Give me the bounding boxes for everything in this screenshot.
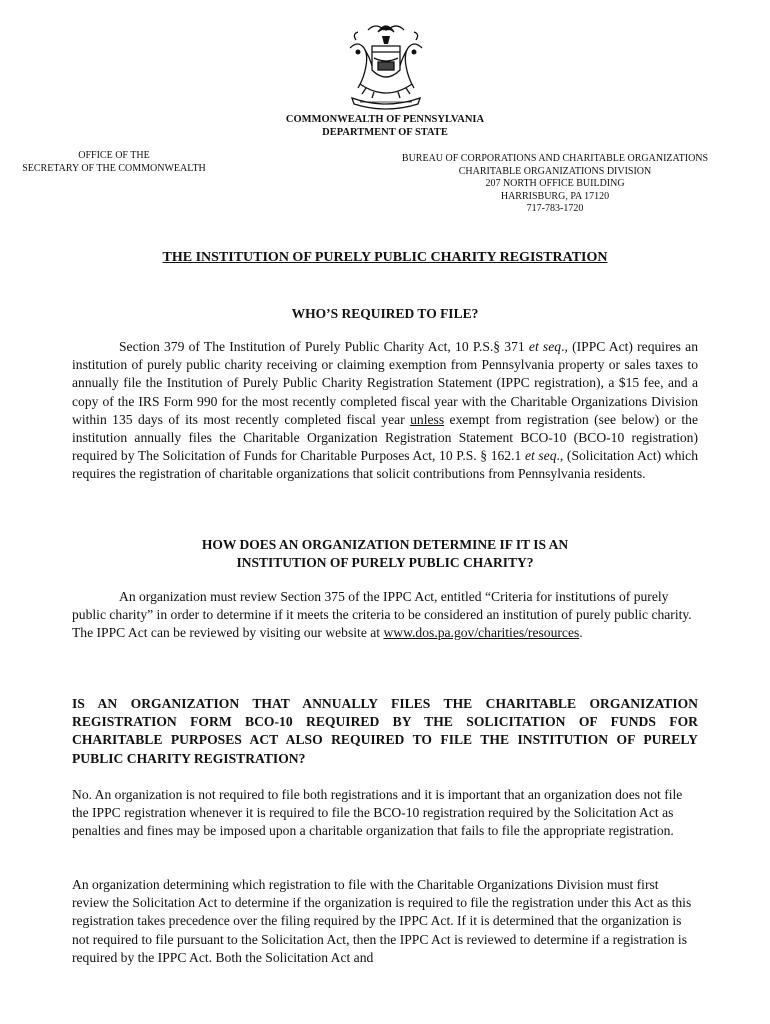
document-title: THE INSTITUTION OF PURELY PUBLIC CHARITY REGISTRATION xyxy=(162,250,608,265)
pennsylvania-seal-icon xyxy=(338,18,434,110)
resources-link[interactable]: www.dos.pa.gov/charities/resources xyxy=(383,625,580,641)
office-line-2: SECRETARY OF THE COMMONWEALTH xyxy=(22,162,206,174)
section-bco10-heading: IS AN ORGANIZATION THAT ANNUALLY FILES THE CHARITABLE ORGANIZATION REGISTRATION FORM BCO-10 REQUIRED BY THE SOLICITATION OF FUNDS FOR CHARITABLE PURPOSES ACT ALSO REQUIRED TO FILE THE INSTITUTION OF PURELY PUBLIC CHARITY REGISTRATION? xyxy=(72,696,698,766)
bureau-address-block xyxy=(380,153,730,216)
department-heading: DEPARTMENT OF STATE xyxy=(322,127,448,138)
office-block xyxy=(14,150,214,175)
section-bco10-paragraph-2: An organization determining which registration to file with the Charitable Organizations Division must first review the Solicitation Act to determine if the organization is required to file the registration under this Act as this registration takes precedence over the filing required by the IPPC Act. If it is determined that the organization is not required to file pursuant to the Solicitation Act, then the IPPC Act is reviewed to determine if a registration is required by the IPPC Act. Both the Solicitation Act and xyxy=(72,877,692,965)
bureau-line-2: CHARITABLE ORGANIZATIONS DIVISION xyxy=(458,165,652,177)
bureau-line-3: 207 NORTH OFFICE BUILDING xyxy=(485,178,625,189)
bureau-line-5: 717-783-1720 xyxy=(526,203,584,214)
bureau-line-1: BUREAU OF CORPORATIONS AND CHARITABLE ORGANIZATIONS xyxy=(401,153,709,164)
bureau-line-4: HARRISBURG, PA 17120 xyxy=(500,190,610,202)
section-who-paragraph: Section 379 of The Institution of Purely Public Charity Act, 10 P.S.§ 371 et seq., (IPPC Act) requires an institution of purely public charity receiving or claiming exemption from Pennsylvania property or sales taxes to annually file the Institution of Purely Public Charity Registration Statement (IPPC registration), a $15 fee, and a copy of the IRS Form 990 for the most recently completed fiscal year with the Charitable Organizations Division within 135 days of its most recently completed fiscal year unless exempt from registration (see below) or the institution annually files the Charitable Organization Registration Statement BCO-10 (BCO-10 registration) required by The Solicitation of Funds for Charitable Purposes Act, 10 P.S. § 162.1 et seq., (Solicitation Act) which requires the registration of charitable organizations that solicit contributions from Pennsylvania residents. xyxy=(72,339,698,482)
office-line-1: OFFICE OF THE xyxy=(78,150,150,161)
section-how-paragraph: An organization must review Section 375 of the IPPC Act, entitled “Criteria for institutions of purely public charity” in order to determine if it meets the criteria to be considered an institution of purely public charity. The IPPC Act can be reviewed by visiting our website at www.dos.pa.gov/charities/resources. xyxy=(72,589,692,641)
commonwealth-heading: COMMONWEALTH OF PENNSYLVANIA xyxy=(285,114,485,125)
section-who-heading: WHO’S REQUIRED TO FILE? xyxy=(291,306,479,321)
section-bco10-paragraph-1: No. An organization is not required to file both registrations and it is important that an organization does not file the IPPC registration whenever it is required to file the BCO-10 registration required by the Solicitation Act as penalties and fines may be imposed upon a charitable organization that fails to file the appropriate registration. xyxy=(72,787,683,839)
section-how-heading: HOW DOES AN ORGANIZATION DETERMINE IF IT IS AN INSTITUTION OF PURELY PUBLIC CHARITY? xyxy=(201,537,569,570)
